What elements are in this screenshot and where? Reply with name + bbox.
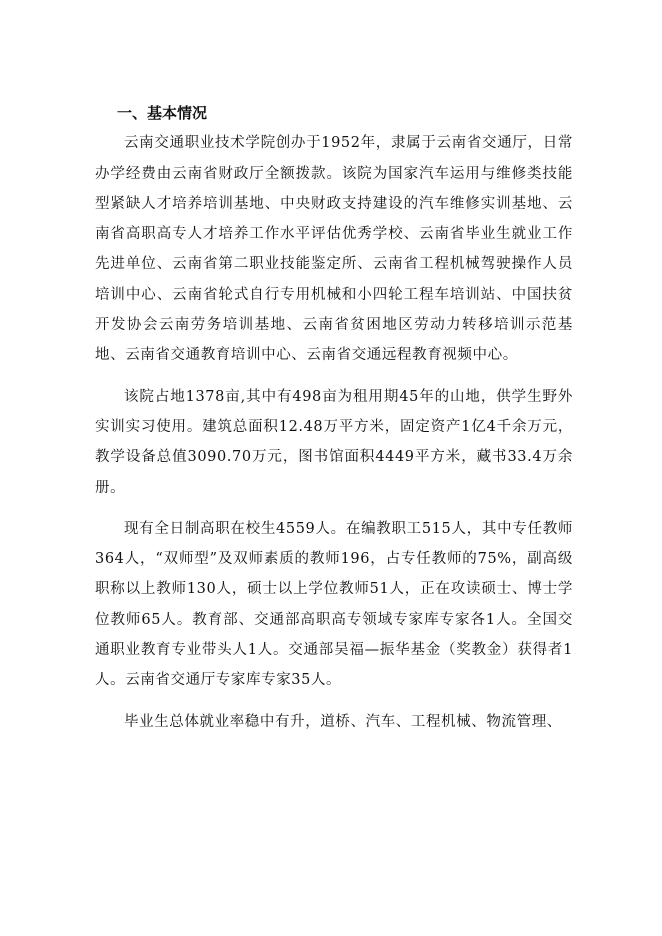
section-heading: 一、基本情况 [117, 104, 208, 122]
paragraph-campus: 该院占地1378亩,其中有498亩为租用期45年的山地，供学生野外实训实习使用。建筑总面积12.48万平方米，固定资产1亿4千余万元，教学设备总值3090.70万元，图书馆面积4449平方米，藏书33.4万余册。 [95, 388, 573, 496]
paragraph-employment: 毕业生总体就业率稳中有升，道桥、汽车、工程机械、物流管理、 [124, 713, 562, 730]
document-body [95, 98, 573, 748]
paragraph-staff: 现有全日制高职在校生4559人。在编教职工515人，其中专任教师364人，“双师型”及双师素质的教师196，占专任教师的75%，副高级职称以上教师130人，硕士以上学位教师51人，正在攻读硕士、博士学位教师65人。教育部、交通部高职高专领域专家库专家各1人。全国交通职业教育专业带头人1人。交通部吴福—振华基金（奖教金）获得者1人。云南省交通厅专家库专家35人。 [95, 520, 573, 689]
paragraph-overview: 云南交通职业技术学院创办于1952年，隶属于云南省交通厅，日常办学经费由云南省财政厅全额拨款。该院为国家汽车运用与维修类技能型紧缺人才培养培训基地、中央财政支持建设的汽车维修实训基地、云南省高职高专人才培养工作水平评估优秀学校、云南省毕业生就业工作先进单位、云南省第二职业技能鉴定所、云南省工程机械驾驶操作人员培训中心、云南省轮式自行专用机械和小四轮工程车培训站、中国扶贫开发协会云南劳务培训基地、云南省贫困地区劳动力转移培训示范基地、云南省交通教育培训中心、云南省交通远程教育视频中心。 [95, 135, 573, 364]
